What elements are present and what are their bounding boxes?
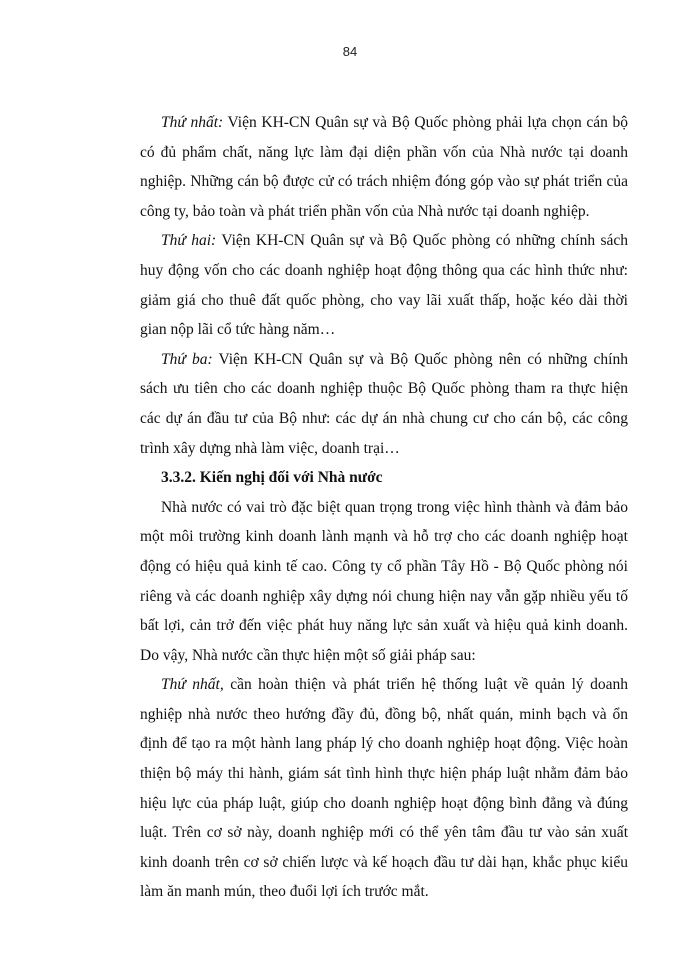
section-intro-paragraph: Nhà nước có vai trò đặc biệt quan trọng trong việc hình thành và đảm bảo một môi trường kinh doanh lành mạnh và hỗ trợ cho các doanh nghiệp hoạt động có hiệu quả kinh tế cao. Công ty cổ phần Tây Hồ - Bộ Quốc phòng nói riêng và các doanh nghiệp xây dựng nói chung hiện nay vẫn gặp nhiều yếu tố bất lợi, cản trở đến việc phát huy năng lực sản xuất và hiệu quả kinh doanh. Do vậy, Nhà nước cần thực hiện một số giải pháp sau: (140, 498, 628, 664)
page-number: 84 (342, 44, 358, 59)
paragraph-state-first-solution (140, 670, 628, 907)
paragraph-second-recommendation (140, 226, 628, 344)
paragraph-third-recommendation (140, 345, 628, 463)
section-heading: 3.3.2. Kiến nghị đối với Nhà nước (161, 469, 383, 487)
paragraph-first-recommendation (140, 108, 628, 226)
paragraph-lead: Thứ nhất, (161, 676, 224, 694)
paragraph-lead: Thứ hai: (161, 232, 217, 250)
paragraph-lead: Thứ ba: (161, 350, 213, 368)
paragraph-text: Viện KH-CN Quân sự và Bộ Quốc phòng nên có những chính sách ưu tiên cho các doanh nghiệp thuộc Bộ Quốc phòng tham ra thực hiện các dự án đầu tư của Bộ như: các dự án nhà chung cư cho cán bộ, các công trình xây dựng nhà làm việc, doanh trại… (140, 350, 628, 457)
paragraph-text: Viện KH-CN Quân sự và Bộ Quốc phòng có những chính sách huy động vốn cho các doanh nghiệp hoạt động thông qua các hình thức như: giảm giá cho thuê đất quốc phòng, cho vay lãi xuất thấp, hoặc kéo dài thời gian nộp lãi cổ tức hàng năm… (140, 232, 629, 339)
paragraph-text: Viện KH-CN Quân sự và Bộ Quốc phòng phải lựa chọn cán bộ có đủ phẩm chất, năng lực làm đại diện phần vốn của Nhà nước tại doanh nghiệp. Những cán bộ được cử có trách nhiệm đóng góp vào sự phát triển của công ty, bảo toàn và phát triển phần vốn của Nhà nước tại doanh nghiệp. (140, 114, 628, 220)
document-body (140, 108, 628, 907)
paragraph-text: cần hoàn thiện và phát triển hệ thống luật về quản lý doanh nghiệp nhà nước theo hướng đầy đủ, đồng bộ, nhất quán, minh bạch và ổn định để tạo ra một hành lang pháp lý cho doanh nghiệp hoạt động. Việc hoàn thiện bộ máy thi hành, giám sát tình hình thực hiện pháp luật nhằm đảm bảo hiệu lực của pháp luật, giúp cho doanh nghiệp hoạt động bình đẳng và đúng luật. Trên cơ sở này, doanh nghiệp mới có thể yên tâm đầu tư vào sản xuất kinh doanh trên cơ sở chiến lược và kế hoạch đầu tư dài hạn, khắc phục kiểu làm ăn manh mún, theo đuổi lợi ích trước mắt. (140, 676, 628, 901)
paragraph-lead: Thứ nhất: (161, 114, 224, 131)
